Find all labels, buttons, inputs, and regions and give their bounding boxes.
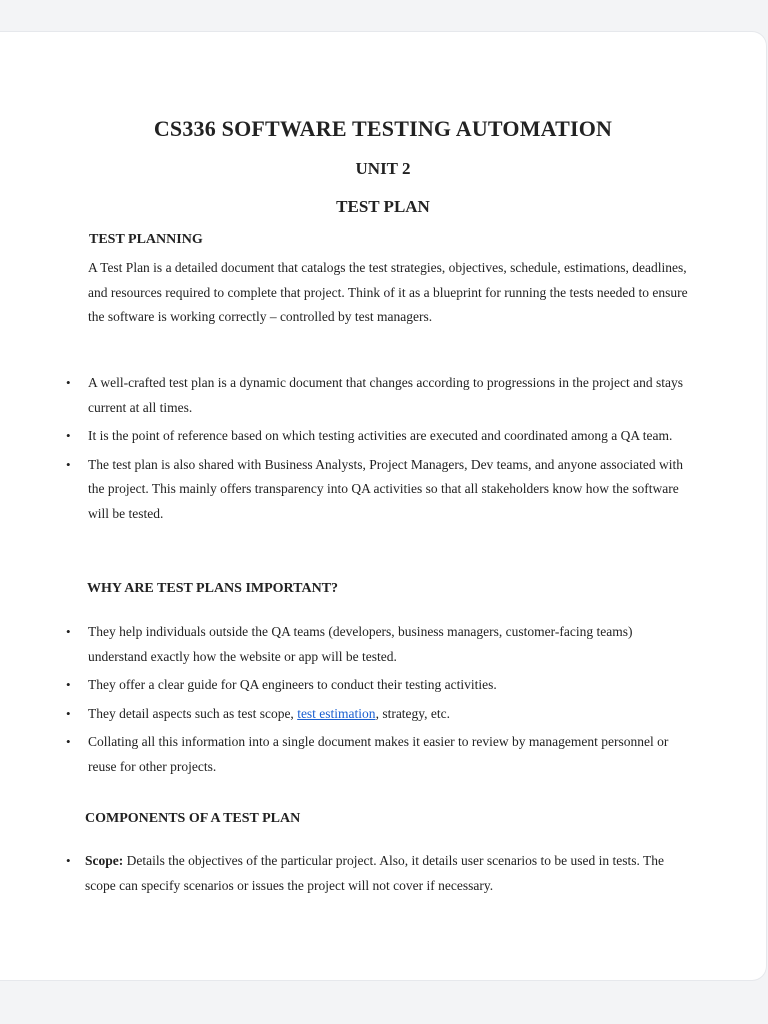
section-heading-why-important: WHY ARE TEST PLANS IMPORTANT? xyxy=(87,581,339,596)
list-item-text: Collating all this information into a single document makes it easier to review by management personnel or reuse for other projects. xyxy=(88,734,669,774)
section-heading-components: COMPONENTS OF A TEST PLAN xyxy=(85,811,301,826)
list-item-text: They offer a clear guide for QA engineers to conduct their testing activities. xyxy=(88,677,497,692)
bullet-icon: • xyxy=(66,624,71,639)
scope-description: Details the objectives of the particular project. Also, it details user scenarios to be used in tests. The scope can specify scenarios or issues the project will not cover if necessary. xyxy=(85,853,664,893)
list-item-text: A well-crafted test plan is a dynamic document that changes according to progressions in the project and stays current at all times. xyxy=(88,375,683,415)
list-item xyxy=(0,702,686,727)
components-bullet-list xyxy=(0,849,766,898)
document-page xyxy=(0,32,766,980)
list-item-text: It is the point of reference based on which testing activities are executed and coordinated among a QA team. xyxy=(88,428,673,443)
list-item xyxy=(0,424,686,449)
list-item-text-after: , strategy, etc. xyxy=(375,705,451,721)
list-item-text: The test plan is also shared with Business Analysts, Project Managers, Dev teams, and anyone associated with the project. This mainly offers transparency into QA activities so that all stakeholders know how the software will be tested. xyxy=(88,456,684,521)
section-heading-test-planning: TEST PLANNING xyxy=(89,232,203,247)
topic-heading: TEST PLAN xyxy=(336,197,430,216)
bullet-icon: • xyxy=(66,677,71,692)
bullet-icon: • xyxy=(66,456,71,472)
scope-label: Scope: xyxy=(85,853,124,868)
bullet-icon: • xyxy=(66,428,71,443)
list-item xyxy=(0,371,686,420)
why-important-bullet-list xyxy=(0,620,766,779)
document-title: CS336 SOFTWARE TESTING AUTOMATION xyxy=(153,116,613,141)
list-item-text-before: They detail aspects such as test scope, xyxy=(88,705,298,721)
list-item xyxy=(0,730,686,779)
test-estimation-link[interactable]: test estimation xyxy=(297,705,376,721)
list-item xyxy=(0,620,686,669)
bullet-icon: • xyxy=(66,734,71,749)
bullet-icon: • xyxy=(66,853,71,868)
list-item xyxy=(0,849,685,898)
list-item xyxy=(0,673,686,698)
bullet-icon: • xyxy=(66,705,71,721)
unit-label: UNIT 2 xyxy=(355,159,411,178)
test-plan-definition: A Test Plan is a detailed document that catalogs the test strategies, objectives, schedule, estimations, deadlines, and resources required to complete that project. Think of it as a blueprint for running the tests needed to ensure the software is working correctly – controlled by test managers. xyxy=(88,260,688,324)
list-item xyxy=(0,453,686,527)
test-planning-bullet-list xyxy=(0,371,766,526)
list-item-text: They help individuals outside the QA teams (developers, business managers, customer-facing teams) understand exactly how the website or app will be tested. xyxy=(88,624,633,664)
bullet-icon: • xyxy=(66,375,71,390)
